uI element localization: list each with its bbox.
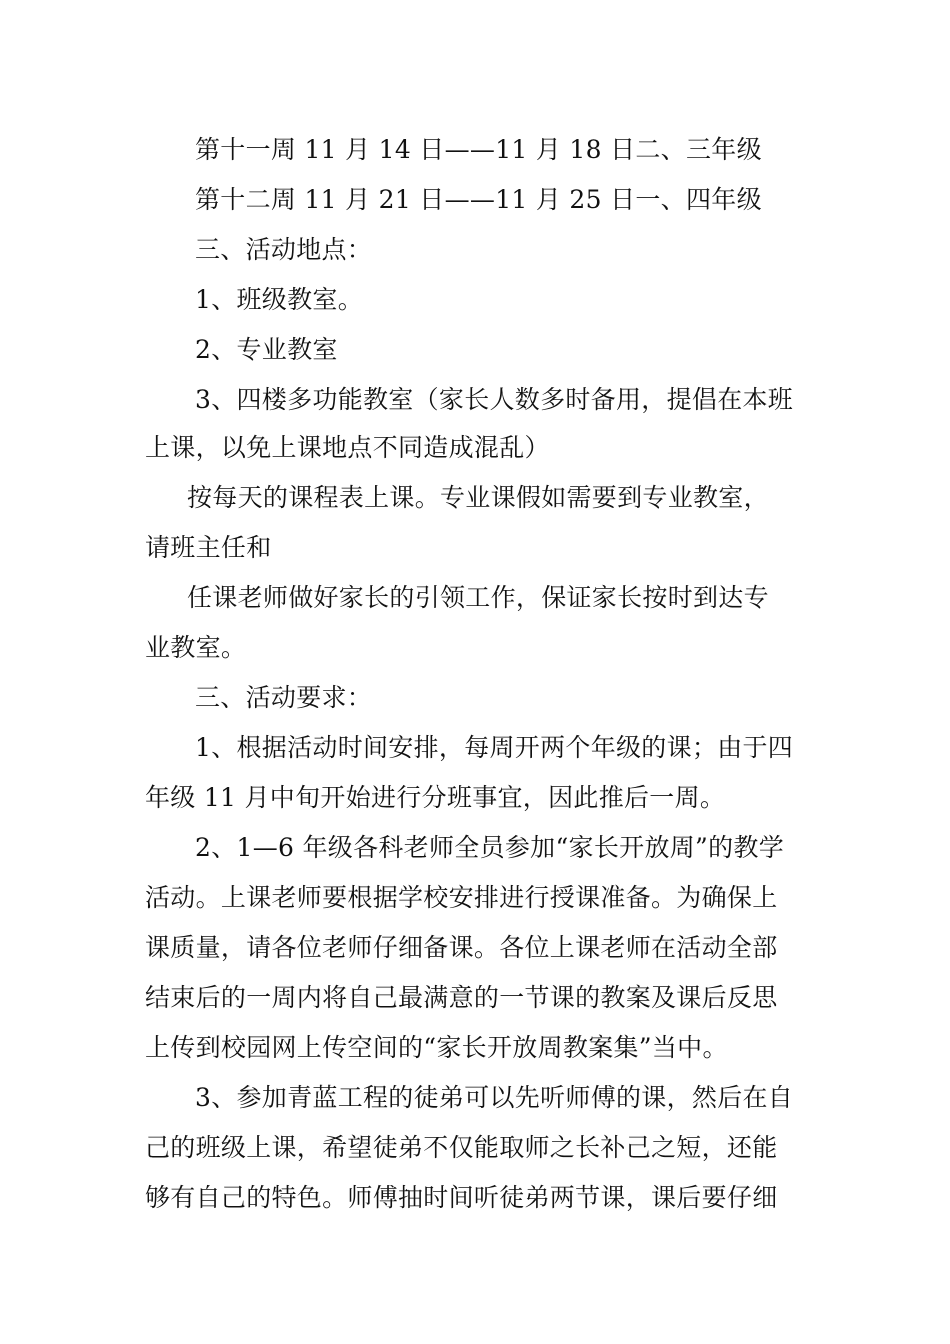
section-heading-requirements: 三、活动要求： [195,683,373,712]
section-heading-location: 三、活动地点： [195,235,373,264]
paragraph-schedule-continued: 请班主任和 [145,533,272,562]
location-item-3-continued: 上课，以免上课地点不同造成混乱） [145,433,550,462]
requirement-1: 1、根据活动时间安排，每周开两个年级的课；由于四 [195,733,794,762]
schedule-week-11: 第十一周 11 月 14 日——11 月 18 日二、三年级 [195,135,762,164]
schedule-week-12: 第十二周 11 月 21 日——11 月 25 日一、四年级 [195,185,762,214]
location-item-2: 2、专业教室 [195,335,338,364]
paragraph-schedule: 按每天的课程表上课。专业课假如需要到专业教室， [187,483,769,512]
requirement-2: 2、1—6 年级各科老师全员参加“家长开放周”的教学 [195,833,785,862]
paragraph-teachers-continued: 业教室。 [145,633,247,662]
requirement-2-line-3: 课质量，请各位老师仔细备课。各位上课老师在活动全部 [145,933,778,962]
location-item-3: 3、四楼多功能教室（家长人数多时备用，提倡在本班 [195,385,794,414]
requirement-3: 3、参加青蓝工程的徒弟可以先听师傅的课，然后在自 [195,1083,794,1112]
paragraph-teachers: 任课老师做好家长的引领工作，保证家长按时到达专 [187,583,769,612]
requirement-1-continued: 年级 11 月中旬开始进行分班事宜，因此推后一周。 [145,783,726,812]
location-item-1: 1、班级教室。 [195,285,364,314]
requirement-2-line-4: 结束后的一周内将自己最满意的一节课的教案及课后反思 [145,983,778,1012]
requirement-3-line-3: 够有自己的特色。师傅抽时间听徒弟两节课，课后要仔细 [145,1183,778,1212]
requirement-2-line-2: 活动。上课老师要根据学校安排进行授课准备。为确保上 [145,883,778,912]
requirement-3-line-2: 己的班级上课，希望徒弟不仅能取师之长补己之短，还能 [145,1133,778,1162]
requirement-2-line-5: 上传到校园网上传空间的“家长开放周教案集”当中。 [145,1033,728,1062]
